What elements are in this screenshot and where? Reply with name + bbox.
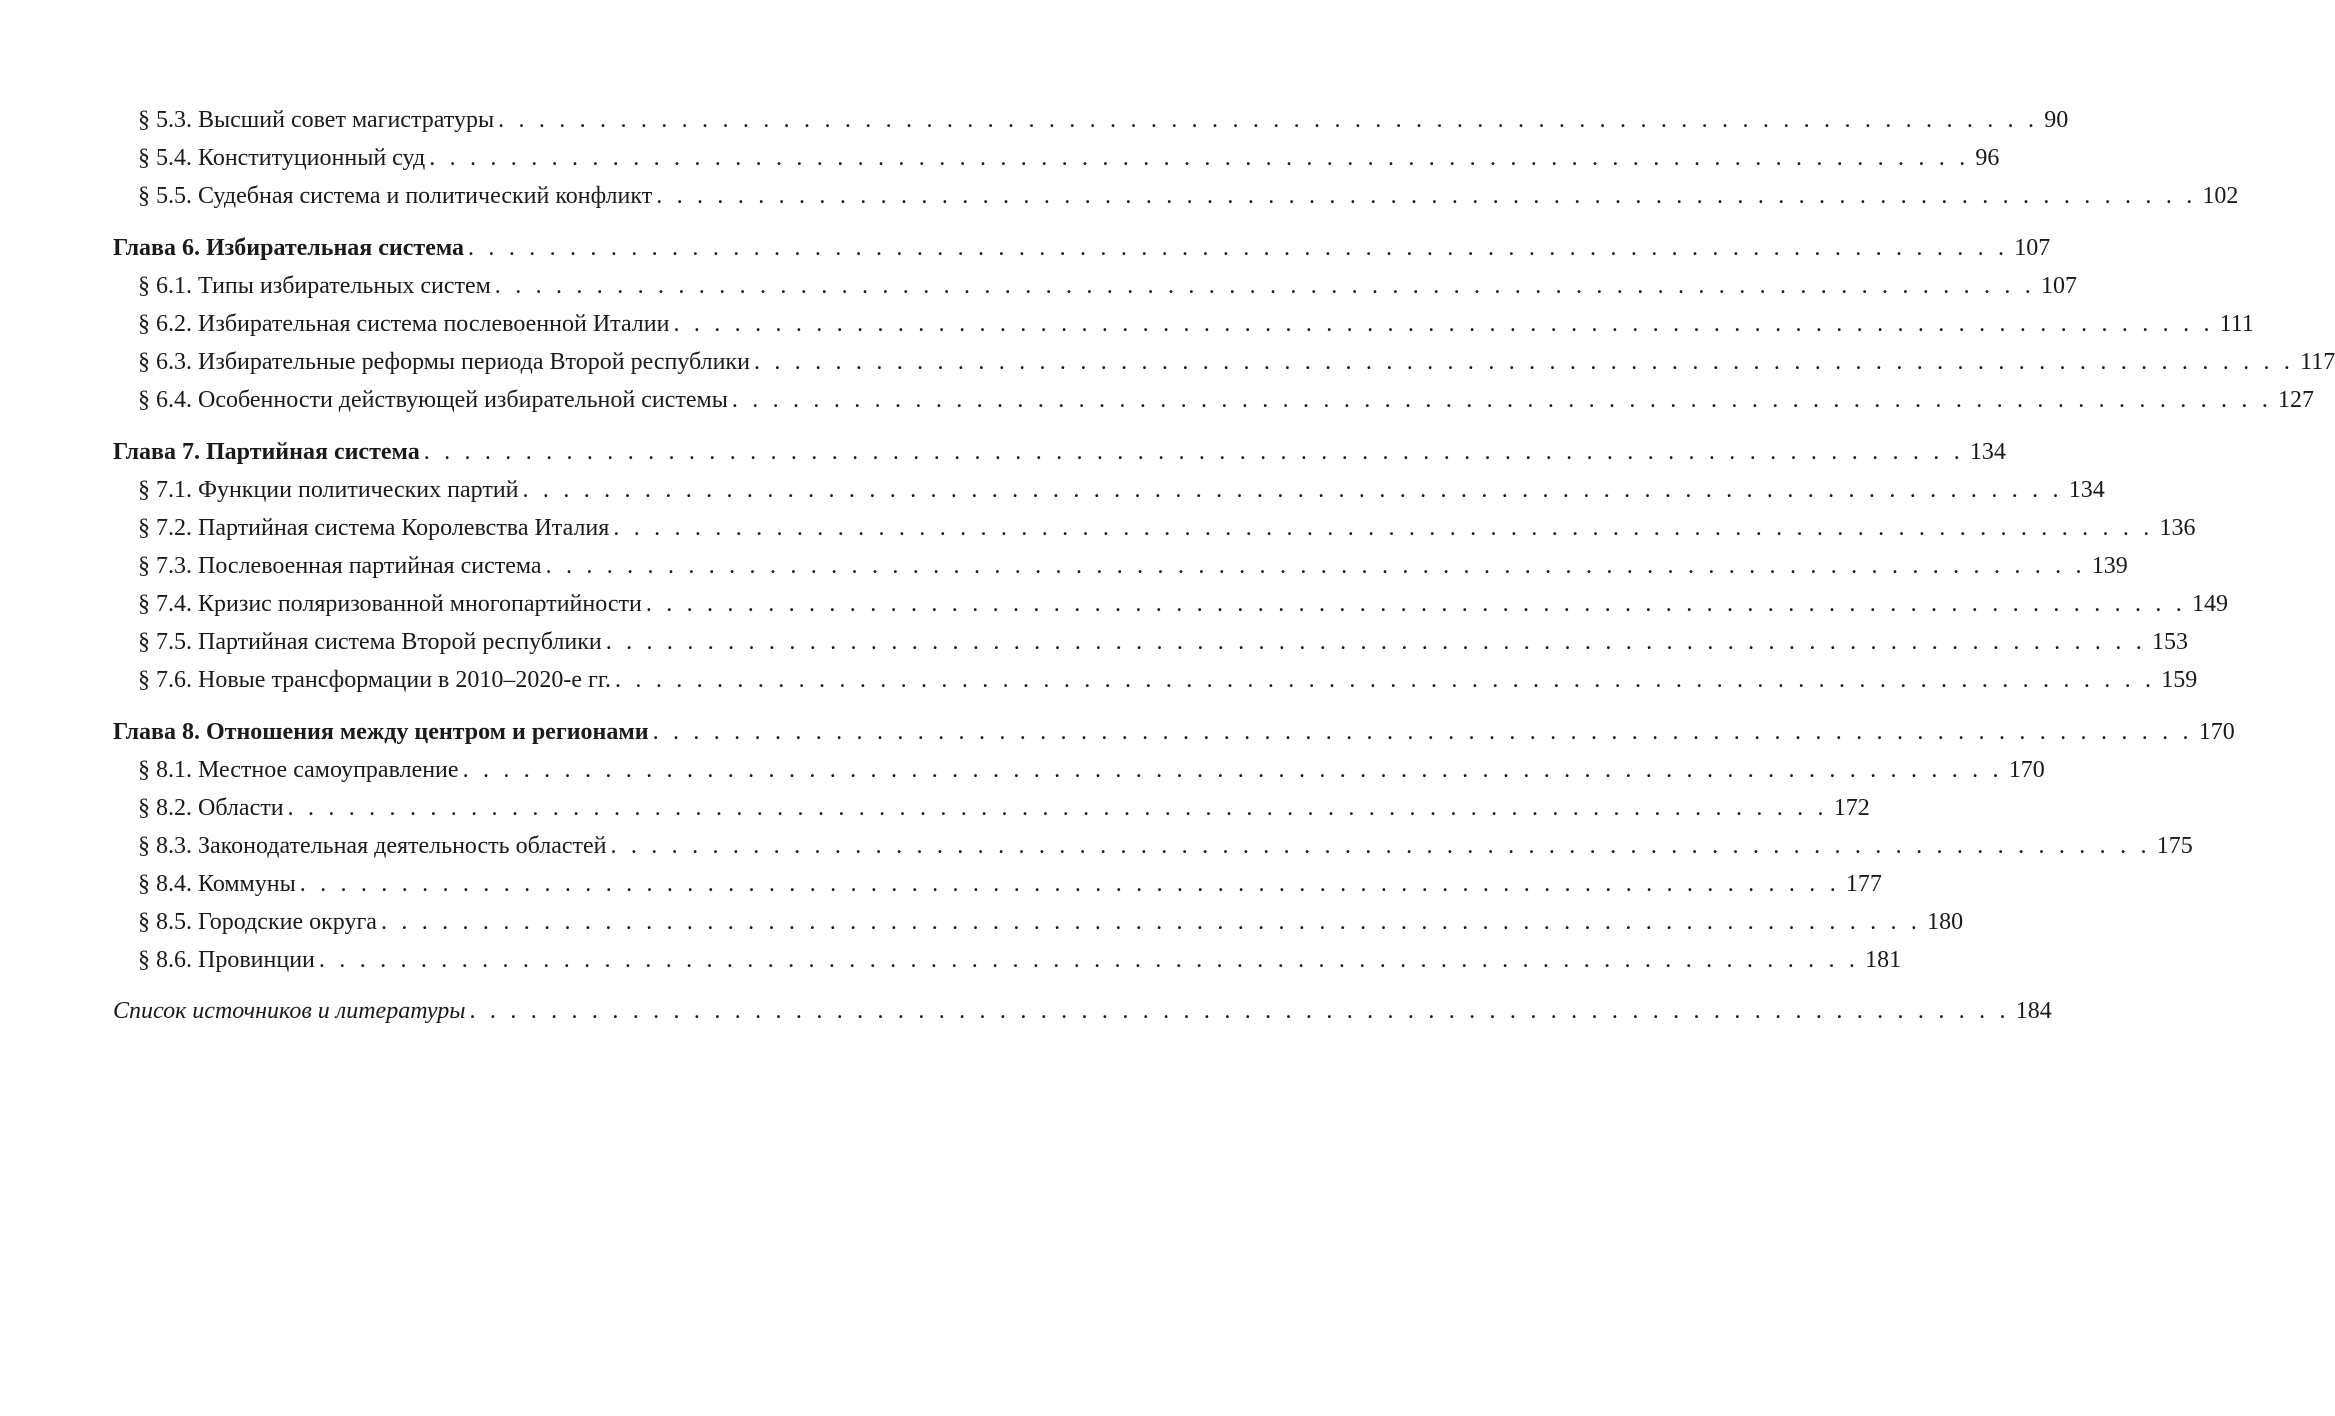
toc-entry-title: § 8.4. Коммуны <box>138 871 296 897</box>
toc-entry-title: § 7.3. Послевоенная партийная система <box>138 553 542 579</box>
toc-entry-title: § 6.1. Типы избирательных систем <box>138 273 491 299</box>
toc-chapter-title: Глава 6. Избирательная система <box>113 235 465 261</box>
dot-leader: . . . . . . . . . . . . . . . . . . . . . . . . . . . . . . . . . . . . . . . . . . . . . . . . . . . . . . . . . . . . . . . . . . . . . . . . . . . . <box>731 387 2273 413</box>
toc-entry-5-3 <box>0 101 2069 139</box>
toc-chapter-title: Глава 7. Партийная система <box>113 439 420 465</box>
toc-entry-8-3 <box>0 827 2193 865</box>
toc-entry-page: 111 <box>2219 311 2254 337</box>
toc-entry-page: 139 <box>2091 553 2128 579</box>
toc-entry-page: 153 <box>2151 629 2188 655</box>
toc-entry-page: 96 <box>1975 145 2000 171</box>
toc-entry-page: 107 <box>2041 273 2077 299</box>
toc-entry-6-2 <box>0 305 2254 343</box>
toc-entry-page: 181 <box>1865 947 1902 973</box>
toc-entry-8-6 <box>0 941 1902 979</box>
toc-entry-page: 136 <box>2159 515 2196 541</box>
toc-entry-8-2 <box>0 789 1870 827</box>
toc-entry-title: § 8.6. Провинции <box>138 947 315 973</box>
toc-bibliography-page: 184 <box>2015 998 2052 1024</box>
toc-entry-7-6 <box>0 661 2198 699</box>
dot-leader: . . . . . . . . . . . . . . . . . . . . . . . . . . . . . . . . . . . . . . . . . . . . . . . . . . . . . . . . . . . . . . . . . . . . . . . . . . . . <box>318 947 1860 973</box>
toc-entry-page: 170 <box>2008 757 2045 783</box>
toc-entry-8-5 <box>0 903 1964 941</box>
toc-entry-page: 90 <box>2044 107 2069 133</box>
toc-entry-7-4 <box>0 585 2229 623</box>
toc-bibliography <box>0 992 2052 1030</box>
toc-entry-page: 134 <box>2068 477 2105 503</box>
dot-leader: . . . . . . . . . . . . . . . . . . . . . . . . . . . . . . . . . . . . . . . . . . . . . . . . . . . . . . . . . . . . . . . . . . . . . . . . . . . . <box>423 439 1964 465</box>
dot-leader: . . . . . . . . . . . . . . . . . . . . . . . . . . . . . . . . . . . . . . . . . . . . . . . . . . . . . . . . . . . . . . . . . . . . . . . . . . . . <box>656 183 2197 209</box>
toc-entry-title: § 5.5. Судебная система и политический конфликт <box>138 183 653 209</box>
toc-entry-title: § 5.3. Высший совет магистратуры <box>138 107 495 133</box>
dot-leader: . . . . . . . . . . . . . . . . . . . . . . . . . . . . . . . . . . . . . . . . . . . . . . . . . . . . . . . . . . . . . . . . . . . . . . . . . . . . <box>652 719 2193 745</box>
toc-entry-5-4 <box>0 139 2000 177</box>
toc-entry-page: 127 <box>2278 387 2315 413</box>
toc-entry-page: 180 <box>1927 909 1964 935</box>
dot-leader: . . . . . . . . . . . . . . . . . . . . . . . . . . . . . . . . . . . . . . . . . . . . . . . . . . . . . . . . . . . . . . . . . . . . . . . . . . . . <box>753 349 2295 375</box>
toc-chapter-page: 107 <box>2014 235 2051 261</box>
dot-leader: . . . . . . . . . . . . . . . . . . . . . . . . . . . . . . . . . . . . . . . . . . . . . . . . . . . . . . . . . . . . . . . . . . . . . . . . . . . . <box>673 311 2214 337</box>
dot-leader: . . . . . . . . . . . . . . . . . . . . . . . . . . . . . . . . . . . . . . . . . . . . . . . . . . . . . . . . . . . . . . . . . . . . . . . . . . . . <box>498 107 2039 133</box>
dot-leader: . . . . . . . . . . . . . . . . . . . . . . . . . . . . . . . . . . . . . . . . . . . . . . . . . . . . . . . . . . . . . . . . . . . . . . . . . . . . <box>429 145 1970 171</box>
toc-entry-6-4 <box>0 381 2315 419</box>
dot-leader: . . . . . . . . . . . . . . . . . . . . . . . . . . . . . . . . . . . . . . . . . . . . . . . . . . . . . . . . . . . . . . . . . . . . . . . . . . . . <box>615 667 2156 693</box>
toc-entry-page: 175 <box>2156 833 2193 859</box>
dot-leader: . . . . . . . . . . . . . . . . . . . . . . . . . . . . . . . . . . . . . . . . . . . . . . . . . . . . . . . . . . . . . . . . . . . . . . . . . . . . <box>610 833 2151 859</box>
dot-leader: . . . . . . . . . . . . . . . . . . . . . . . . . . . . . . . . . . . . . . . . . . . . . . . . . . . . . . . . . . . . . . . . . . . . . . . . . . . . <box>299 871 1840 897</box>
toc-bibliography-title: Список источников и литературы <box>113 998 466 1024</box>
dot-leader: . . . . . . . . . . . . . . . . . . . . . . . . . . . . . . . . . . . . . . . . . . . . . . . . . . . . . . . . . . . . . . . . . . . . . . . . . . . . <box>645 591 2187 617</box>
toc-entry-title: § 6.4. Особенности действующей избирательной системы <box>138 387 728 413</box>
toc-entry-title: § 6.2. Избирательная система послевоенной Италии <box>138 311 670 337</box>
dot-leader: . . . . . . . . . . . . . . . . . . . . . . . . . . . . . . . . . . . . . . . . . . . . . . . . . . . . . . . . . . . . . . . . . . . . . . . . . . . . <box>380 909 1922 935</box>
toc-entry-title: § 8.5. Городские округа <box>138 909 377 935</box>
toc-entry-title: § 8.1. Местное самоуправление <box>138 757 459 783</box>
toc-chapter-page: 134 <box>1969 439 2006 465</box>
toc-entry-title: § 7.6. Новые трансформации в 2010–2020-е гг. <box>138 667 612 693</box>
toc-entry-7-2 <box>0 509 2196 547</box>
toc-chapter-7 <box>0 433 2006 471</box>
toc-chapter-page: 170 <box>2198 719 2235 745</box>
dot-leader: . . . . . . . . . . . . . . . . . . . . . . . . . . . . . . . . . . . . . . . . . . . . . . . . . . . . . . . . . . . . . . . . . . . . . . . . . . . . <box>462 757 2003 783</box>
toc-entry-7-3 <box>0 547 2128 585</box>
toc-chapter-6 <box>0 229 2051 267</box>
toc-entry-page: 159 <box>2161 667 2198 693</box>
toc-entry-8-1 <box>0 751 2045 789</box>
toc-entry-page: 149 <box>2192 591 2229 617</box>
dot-leader: . . . . . . . . . . . . . . . . . . . . . . . . . . . . . . . . . . . . . . . . . . . . . . . . . . . . . . . . . . . . . . . . . . . . . . . . . . . . <box>469 998 2010 1024</box>
toc-entry-5-5 <box>0 177 2239 215</box>
dot-leader: . . . . . . . . . . . . . . . . . . . . . . . . . . . . . . . . . . . . . . . . . . . . . . . . . . . . . . . . . . . . . . . . . . . . . . . . . . . . <box>605 629 2146 655</box>
toc-entry-6-3 <box>0 343 2335 381</box>
toc-entry-title: § 7.4. Кризис поляризованной многопартийности <box>138 591 642 617</box>
dot-leader: . . . . . . . . . . . . . . . . . . . . . . . . . . . . . . . . . . . . . . . . . . . . . . . . . . . . . . . . . . . . . . . . . . . . . . . . . . . . <box>468 235 2009 261</box>
toc-entry-7-1 <box>0 471 2105 509</box>
toc-chapter-title: Глава 8. Отношения между центром и регионами <box>113 719 649 745</box>
toc-entry-page: 177 <box>1845 871 1882 897</box>
toc-entry-8-4 <box>0 865 1882 903</box>
dot-leader: . . . . . . . . . . . . . . . . . . . . . . . . . . . . . . . . . . . . . . . . . . . . . . . . . . . . . . . . . . . . . . . . . . . . . . . . . . . . <box>613 515 2154 541</box>
toc-entry-title: § 7.2. Партийная система Королевства Италия <box>138 515 610 541</box>
toc-entry-title: § 7.5. Партийная система Второй республики <box>138 629 602 655</box>
toc-entry-title: § 6.3. Избирательные реформы периода Второй республики <box>138 349 750 375</box>
toc-entry-page: 117 <box>2300 349 2335 375</box>
toc-entry-title: § 8.3. Законодательная деятельность областей <box>138 833 607 859</box>
toc-entry-page: 172 <box>1833 795 1870 821</box>
toc-entry-title: § 5.4. Конституционный суд <box>138 145 426 171</box>
toc-entry-6-1 <box>0 267 2077 305</box>
toc-entry-page: 102 <box>2202 183 2239 209</box>
dot-leader: . . . . . . . . . . . . . . . . . . . . . . . . . . . . . . . . . . . . . . . . . . . . . . . . . . . . . . . . . . . . . . . . . . . . . . . . . . . . <box>545 553 2086 579</box>
dot-leader: . . . . . . . . . . . . . . . . . . . . . . . . . . . . . . . . . . . . . . . . . . . . . . . . . . . . . . . . . . . . . . . . . . . . . . . . . . . . <box>287 795 1828 821</box>
toc-entry-title: § 8.2. Области <box>138 795 284 821</box>
toc-entry-title: § 7.1. Функции политических партий <box>138 477 519 503</box>
dot-leader: . . . . . . . . . . . . . . . . . . . . . . . . . . . . . . . . . . . . . . . . . . . . . . . . . . . . . . . . . . . . . . . . . . . . . . . . . . . . <box>522 477 2063 503</box>
dot-leader: . . . . . . . . . . . . . . . . . . . . . . . . . . . . . . . . . . . . . . . . . . . . . . . . . . . . . . . . . . . . . . . . . . . . . . . . . . . . <box>494 273 2035 299</box>
toc-entry-7-5 <box>0 623 2188 661</box>
toc-chapter-8 <box>0 713 2235 751</box>
